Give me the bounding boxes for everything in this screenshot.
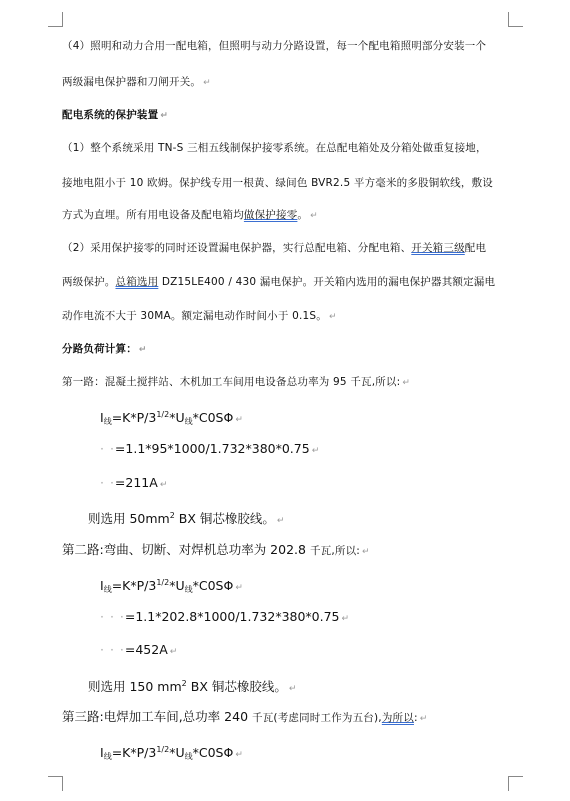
para-1-line-3: 方式为直埋。所有用电设备及配电箱均做保护接零。 ↵	[62, 209, 318, 221]
para-4-line-2: 两级漏电保护器和刀闸开关。 ↵	[62, 76, 211, 88]
route-2-result: · · ·=452A ↵	[100, 642, 178, 657]
para-2-line-1: （2）采用保护接零的同时还设置漏电保护器，实行总配电箱、分配电箱、开关箱三级配电	[62, 242, 487, 254]
route-2-calculation: · · ·=1.1*202.8*1000/1.732*380*0.75 ↵	[100, 609, 350, 624]
route-1-calculation: · ·=1.1*95*1000/1.732*380*0.75 ↵	[100, 441, 320, 456]
para-4-line-1: （4）照明和动力合用一配电箱，但照明与动力分路设置，每一个配电箱照明部分安装一个	[62, 40, 487, 52]
para-2-line-2: 两级保护。总箱选用 DZ15LE400 / 430 漏电保护。开关箱内选用的漏电保护器其额定漏电	[62, 276, 496, 288]
route-2-formula: $I_线=K*P/3^{1/2}*U_线*C0S\Phi$ ↵	[100, 578, 243, 594]
heading-protection-devices: 配电系统的保护装置 ↵	[62, 109, 169, 121]
heading-load-calculation: 分路负荷计算： ↵	[62, 343, 147, 355]
route-1-result: · ·=211A ↵	[100, 475, 168, 490]
crop-mark-top-right	[508, 12, 523, 27]
route-2-selection: 则选用 150 $mm^2$ BX 铜芯橡胶线。 ↵	[88, 679, 297, 694]
crop-mark-top-left	[48, 12, 63, 27]
route-1-formula: $I_线=K*P/3^{1/2}*U_线*C0S\Phi$ ↵	[100, 410, 243, 426]
route-3-formula: $I_线=K*P/3^{1/2}*U_线*C0S\Phi$ ↵	[100, 745, 243, 761]
para-1-line-2: 接地电阻小于 10 欧姆。保护线专用一根黄、绿间色 BVR2.5 平方毫米的多股铜软线，敷设	[62, 177, 493, 189]
para-2-line-3: 动作电流不大于 30MA。额定漏电动作时间小于 0.1S。 ↵	[62, 310, 337, 322]
route-1-selection: 则选用 $50mm^2$ BX 铜芯橡胶线。 ↵	[88, 511, 285, 526]
para-1-line-1: （1）整个系统采用 TN-S 三相五线制保护接零系统。在总配电箱处及分箱处做重复接地，	[62, 142, 487, 154]
crop-mark-bottom-left	[48, 776, 63, 791]
crop-mark-bottom-right	[508, 776, 523, 791]
route-2-title: 第二路:弯曲、切断、对焊机总功率为 202.8 千瓦,所以: ↵	[62, 542, 370, 557]
route-1-title: 第一路：混凝土搅拌站、木机加工车间用电设备总功率为 95 千瓦,所以: ↵	[62, 376, 411, 388]
route-3-title: 第三路:电焊加工车间,总功率 240 千瓦(考虑同时工作为五台),为所以: ↵	[62, 709, 428, 724]
